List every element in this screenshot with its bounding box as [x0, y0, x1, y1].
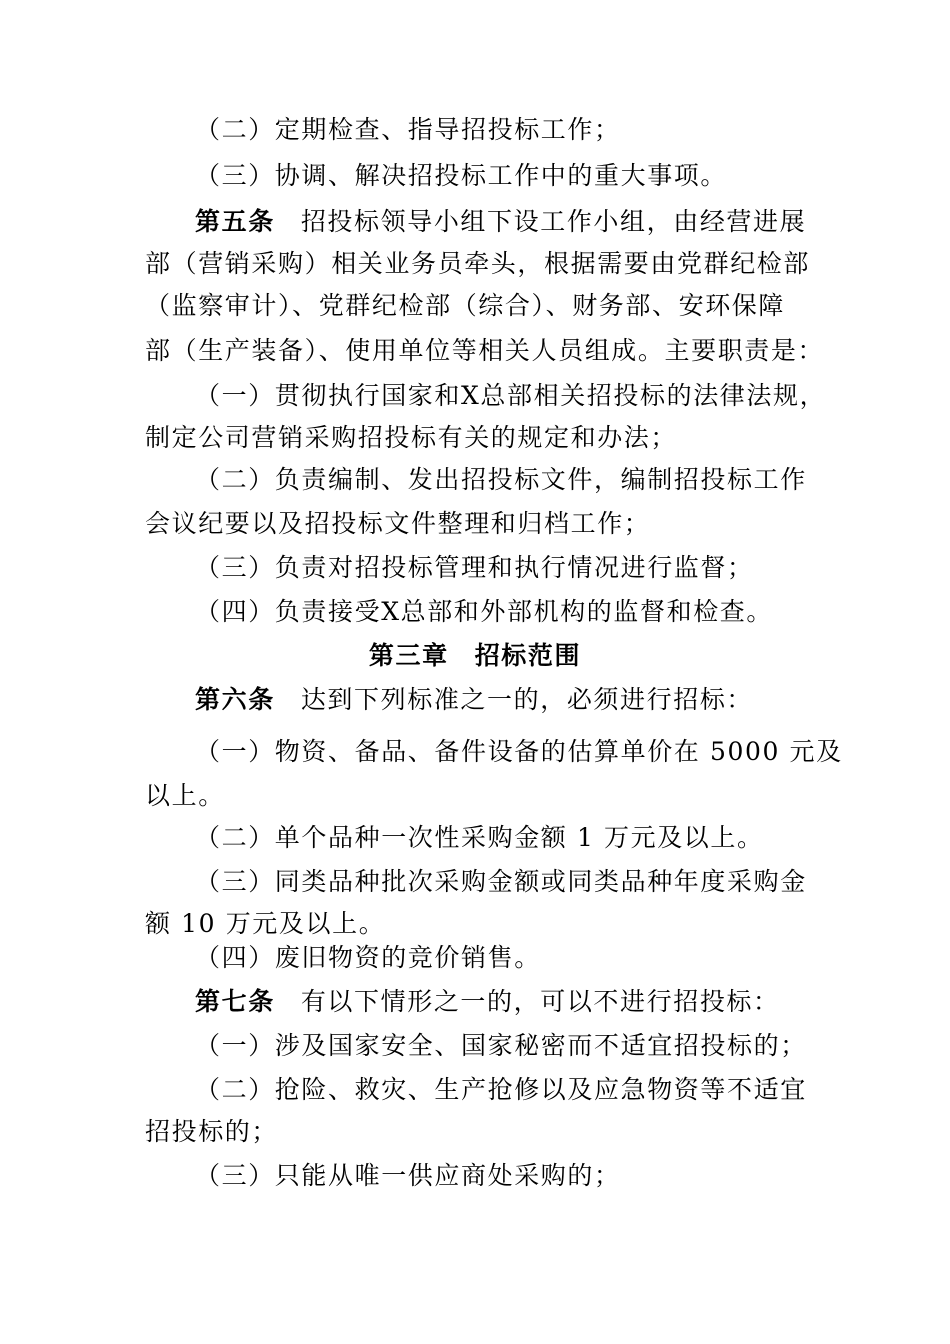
- chapter-title: 招标范围: [474, 641, 582, 670]
- article-heading: [195, 200, 865, 244]
- clause-item: [195, 590, 865, 634]
- clause-text: （四）废旧物资的竞价销售。: [195, 943, 541, 972]
- article-number: 第七条: [195, 987, 275, 1016]
- article-heading: [195, 980, 865, 1024]
- clause-item: [195, 108, 865, 152]
- clause-text: （一）涉及国家安全、国家秘密而不适宜招投标的；: [195, 1031, 807, 1060]
- clause-text: （三）同类品种批次采购金额或同类品种年度采购金: [195, 867, 807, 896]
- clause-text: （三）协调、解决招投标工作中的重大事项。: [195, 161, 728, 190]
- paragraph-text: 部（营销采购）相关业务员牵头，根据需要由党群纪检部: [145, 249, 811, 278]
- clause-item: [195, 860, 865, 904]
- article-number: 第五条: [195, 207, 275, 236]
- clause-item: [195, 1154, 865, 1198]
- clause-text: （三）负责对招投标管理和执行情况进行监督；: [195, 553, 754, 582]
- clause-text: （四）负责接受Ⅹ总部和外部机构的监督和检查。: [195, 597, 773, 626]
- paragraph-text: 以上。: [145, 781, 225, 810]
- paragraph-text: 额 10 万元及以上。: [145, 909, 386, 938]
- paragraph-text: 招投标的；: [145, 1117, 279, 1146]
- clause-text: （一）物资、备品、备件设备的估算单价在 5000 元及: [195, 737, 843, 766]
- paragraph-text: 部（生产装备）、使用单位等相关人员组成。主要职责是：: [145, 336, 825, 365]
- article-text: 招投标领导小组下设工作小组，由经营进展: [300, 207, 807, 236]
- clause-text: （二）单个品种一次性采购金额 1 万元及以上。: [195, 823, 764, 852]
- clause-text: （二）负责编制、发出招投标文件，编制招投标工作: [195, 465, 807, 494]
- paragraph-text: 制定公司营销采购招投标有关的规定和办法；: [145, 423, 678, 452]
- clause-item: [195, 730, 865, 774]
- clause-item: [195, 816, 865, 860]
- clause-text: （二）定期检查、指导招投标工作；: [195, 115, 621, 144]
- clause-text: （一）贯彻执行国家和Ⅹ总部相关招投标的法律法规，: [195, 381, 827, 410]
- chapter-number: 第三章: [368, 641, 449, 670]
- clause-text: （二）抢险、救灾、生产抢修以及应急物资等不适宜: [195, 1075, 807, 1104]
- clause-item: [195, 936, 865, 980]
- clause-text: （三）只能从唯一供应商处采购的；: [195, 1161, 621, 1190]
- article-heading: [195, 678, 865, 722]
- article-text: 有以下情形之一的，可以不进行招投标：: [300, 987, 780, 1016]
- clause-item: [195, 546, 865, 590]
- paragraph-line: [145, 329, 825, 373]
- clause-item: [195, 374, 865, 418]
- article-text: 达到下列标准之一的，必须进行招标：: [300, 685, 754, 714]
- paragraph-text: （监察审计）、党群纪检部（综合）、财务部、安环保障: [145, 291, 786, 320]
- paragraph-line: [145, 1110, 815, 1154]
- clause-item: [195, 1024, 865, 1068]
- paragraph-line: [145, 284, 815, 328]
- paragraph-line: [145, 774, 815, 818]
- paragraph-line: [145, 416, 815, 460]
- paragraph-line: [145, 242, 815, 286]
- paragraph-text: 会议纪要以及招投标文件整理和归档工作；: [145, 509, 651, 538]
- chapter-heading: [0, 634, 950, 678]
- clause-item: [195, 154, 865, 198]
- article-number: 第六条: [195, 685, 275, 714]
- clause-item: [195, 1068, 865, 1112]
- paragraph-line: [145, 502, 815, 546]
- clause-item: [195, 458, 865, 502]
